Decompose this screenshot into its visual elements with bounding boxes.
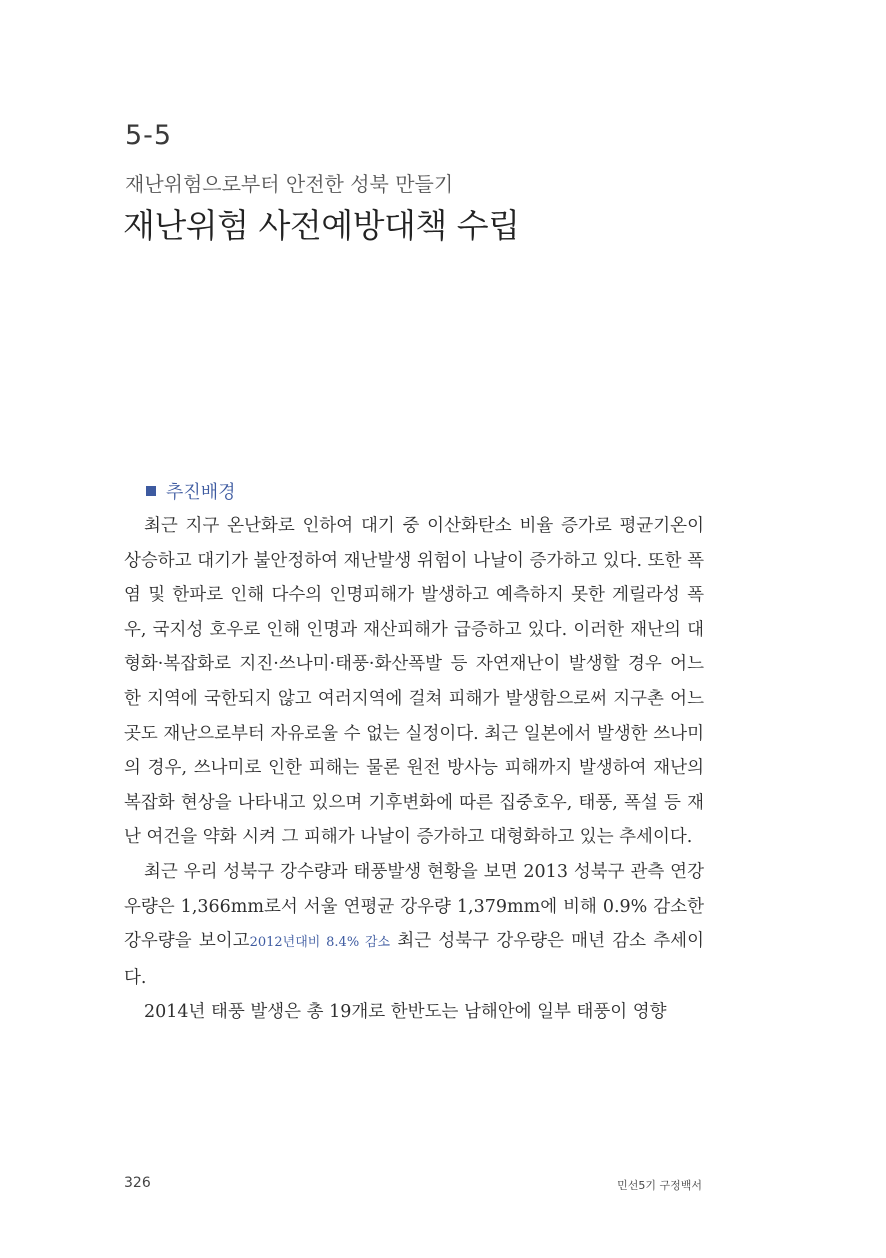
paragraph-2-text-end: 최근 성북구 강우량은 매년 감소 추세이다. <box>124 931 704 988</box>
paragraph-3: 2014년 태풍 발생은 총 19개로 한반도는 남해안에 일부 태풍이 영향 <box>144 1002 667 1023</box>
section-number: 5-5 <box>125 120 173 151</box>
footer-book-title: 민선5기 구정백서 <box>617 1179 702 1192</box>
page-number: 326 <box>124 1175 151 1191</box>
paragraph-1: 최근 지구 온난화로 인하여 대기 중 이산화탄소 비율 증가로 평균기온이 상승하고 대기가 불안정하여 재난발생 위험이 나날이 증가하고 있다. 또한 폭염 및 한파로 인해 다수의 인명피해가 발생하고 예측하지 못한 게릴라성 폭우, 국지성 호우로 인해 인명과 재산피해가 급증하고 있다. 이러한 재난의 대형화·복잡화로 지진·쓰나미·태풍·화산폭발 등 자연재난이 발생할 경우 어느 한 지역에 국한되지 않고 여러지역에 걸쳐 피해가 발생함으로써 지구촌 어느곳도 재난으로부터 자유로울 수 없는 실정이다. 최근 일본에서 발생한 쓰나미의 경우, 쓰나미로 인한 피해는 물론 원전 방사능 피해까지 발생하여 재난의 복잡화 현상을 나타내고 있으며 기후변화에 따른 집중호우, 태풍, 폭설 등 재난 여건을 약화 시켜 그 피해가 나날이 증가하고 대형화하고 있는 추세이다. <box>124 516 704 848</box>
subheading <box>146 478 236 504</box>
paragraph-2 <box>124 855 704 995</box>
subheading-label: 추진배경 <box>166 482 236 503</box>
paragraph-2-text: 최근 우리 성북구 강수량과 태풍발생 현황을 보면 2013 성북구 관측 연강우량은 1,366mm로서 서울 연평균 강우량 1,379mm에 비해 0.9% 감소한 강우량을 보이고 <box>124 861 704 952</box>
square-bullet-icon <box>146 486 156 496</box>
page-title: 재난위험 사전예방대책 수립 <box>123 206 520 245</box>
paragraph-2-note: 2012년대비 8.4% 감소 <box>249 935 391 951</box>
section-subtitle: 재난위험으로부터 안전한 성북 만들기 <box>125 172 454 196</box>
body-text <box>124 509 704 1030</box>
